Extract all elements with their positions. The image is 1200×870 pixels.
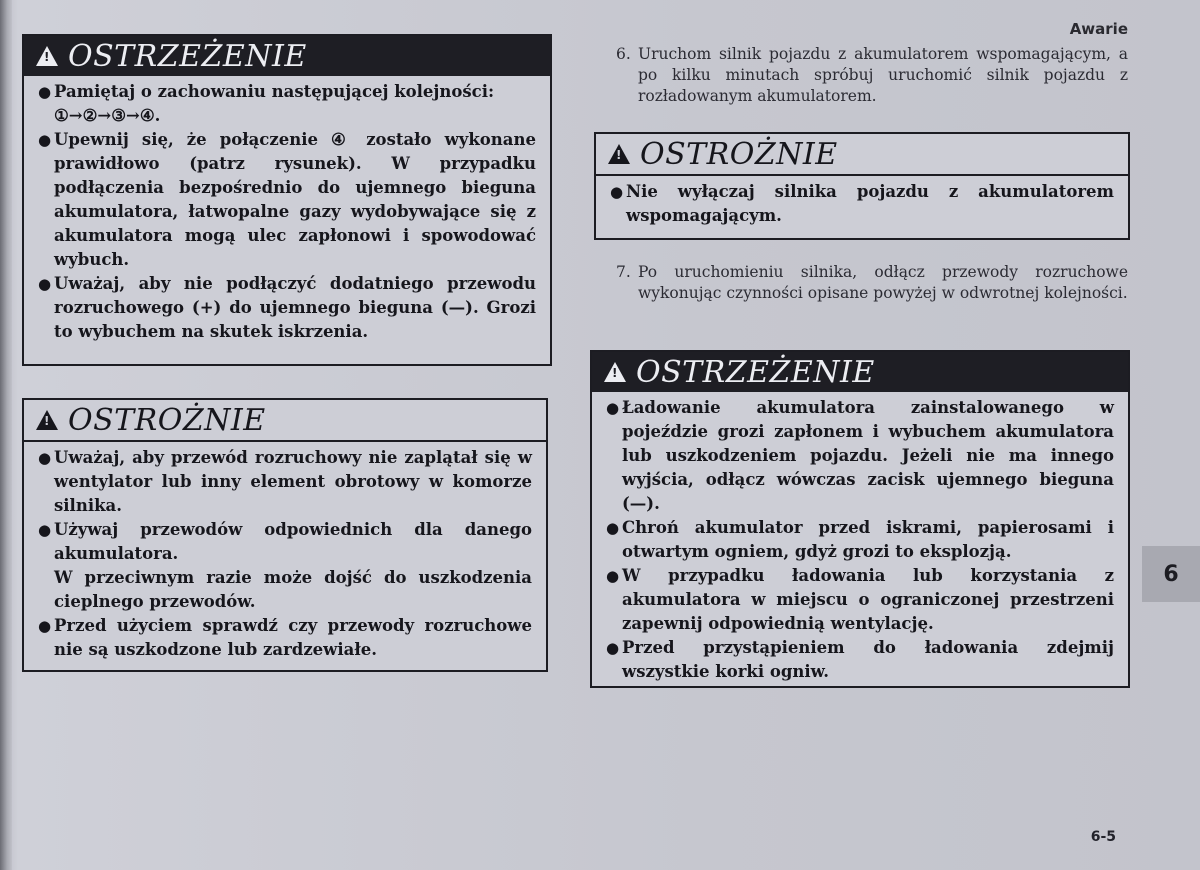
bullet-icon: ●: [38, 617, 52, 635]
item-text: Przed przystąpieniem do ładowania zdejmij wszystkie korki ogniw.: [622, 638, 1114, 681]
bullet-icon: ●: [38, 521, 52, 539]
item-text: Uważaj, aby przewód rozruchowy nie zaplątał się w wentylator lub inny element obrotowy w komorze silnika.: [54, 448, 532, 515]
right-warning-body: [592, 392, 1128, 690]
list-item: [606, 564, 1114, 636]
warning-triangle-icon: [36, 46, 58, 66]
left-warning-title-bar: [24, 36, 550, 76]
left-warning-body: [24, 76, 550, 350]
chapter-tab: 6: [1142, 546, 1200, 602]
list-item: [38, 518, 532, 614]
right-warning-title-bar: [592, 352, 1128, 392]
item-text: Używaj przewodów odpowiednich dla danego akumulatora.: [54, 520, 532, 563]
list-item: [606, 636, 1114, 684]
item-subtext: W przeciwnym razie może dojść do uszkodzenia cieplnego przewodów.: [54, 568, 532, 611]
item-text: Upewnij się, że połączenie ④ zostało wykonane prawidłowo (patrz rysunek). W przypadku podłączenia bezpośrednio do ujemnego bieguna akumulatora, łatwopalne gazy wydobywające się z akumulatora mogą ulec zapłonowi i spowodować wybuch.: [54, 130, 536, 269]
warning-triangle-icon: [604, 362, 626, 382]
warning-triangle-icon: [608, 144, 630, 164]
list-item: [606, 396, 1114, 516]
book-spine: [0, 0, 12, 870]
left-caution-box: [22, 398, 548, 672]
step-text: Uruchom silnik pojazdu z akumulatorem wspomagającym, a po kilku minutach spróbuj uruchomić silnik pojazdu z rozładowanym akumulatorem.: [638, 45, 1128, 105]
item-text: Uważaj, aby nie podłączyć dodatniego przewodu rozruchowego (+) do ujemnego bieguna (—). Grozi to wybuchem na skutek iskrzenia.: [54, 274, 536, 341]
bullet-icon: ●: [38, 131, 52, 149]
item-text: Chroń akumulator przed iskrami, papierosami i otwartym ogniem, gdyż grozi to eksplozją.: [622, 518, 1114, 561]
step-6: [616, 44, 1128, 107]
step-7: [616, 262, 1128, 304]
right-caution-body: [596, 176, 1128, 234]
bullet-icon: ●: [38, 83, 52, 101]
list-item: [610, 180, 1114, 228]
item-text: Pamiętaj o zachowaniu następującej kolejności:: [54, 82, 495, 101]
list-item: [606, 516, 1114, 564]
bullet-icon: ●: [38, 449, 52, 467]
item-text: Przed użyciem sprawdź czy przewody rozruchowe nie są uszkodzone lub zardzewiałe.: [54, 616, 532, 659]
warning-triangle-icon: [36, 410, 58, 430]
item-text: Nie wyłączaj silnika pojazdu z akumulatorem wspomagającym.: [626, 182, 1114, 225]
bullet-icon: ●: [38, 275, 52, 293]
step-text: Po uruchomieniu silnika, odłącz przewody rozruchowe wykonując czynności opisane powyżej w odwrotnej kolejności.: [638, 263, 1128, 302]
right-caution-title-bar: [596, 134, 1128, 176]
step-number: 6.: [616, 45, 631, 63]
step-number: 7.: [616, 263, 631, 281]
item-text: Ładowanie akumulatora zainstalowanego w pojeździe grozi zapłonem i wybuchem akumulatora lub uszkodzeniem pojazdu. Jeżeli nie ma innego wyjścia, odłącz wówczas zacisk ujemnego bieguna (—).: [622, 398, 1114, 513]
right-caution-title: OSTROŻNIE: [640, 136, 838, 172]
right-warning-box: [590, 350, 1130, 688]
bullet-icon: ●: [606, 639, 620, 657]
bullet-icon: ●: [606, 519, 620, 537]
item-subtext: ①→②→③→④.: [54, 106, 161, 125]
left-caution-body: [24, 442, 546, 668]
page-number: 6-5: [1090, 829, 1116, 845]
list-item: [38, 80, 536, 128]
left-warning-title: OSTRZEŻENIE: [68, 38, 307, 74]
right-caution-box: [594, 132, 1130, 240]
section-header: Awarie: [1069, 20, 1128, 38]
left-caution-title-bar: [24, 400, 546, 442]
bullet-icon: ●: [606, 399, 620, 417]
left-caution-title: OSTROŻNIE: [68, 402, 266, 438]
list-item: [38, 128, 536, 272]
item-text: W przypadku ładowania lub korzystania z akumulatora w miejscu o ograniczonej przestrzeni zapewnij odpowiednią wentylację.: [622, 566, 1114, 633]
right-warning-title: OSTRZEŻENIE: [636, 354, 875, 390]
bullet-icon: ●: [610, 183, 624, 201]
list-item: [38, 272, 536, 344]
left-warning-box: [22, 34, 552, 366]
list-item: [38, 614, 532, 662]
bullet-icon: ●: [606, 567, 620, 585]
list-item: [38, 446, 532, 518]
